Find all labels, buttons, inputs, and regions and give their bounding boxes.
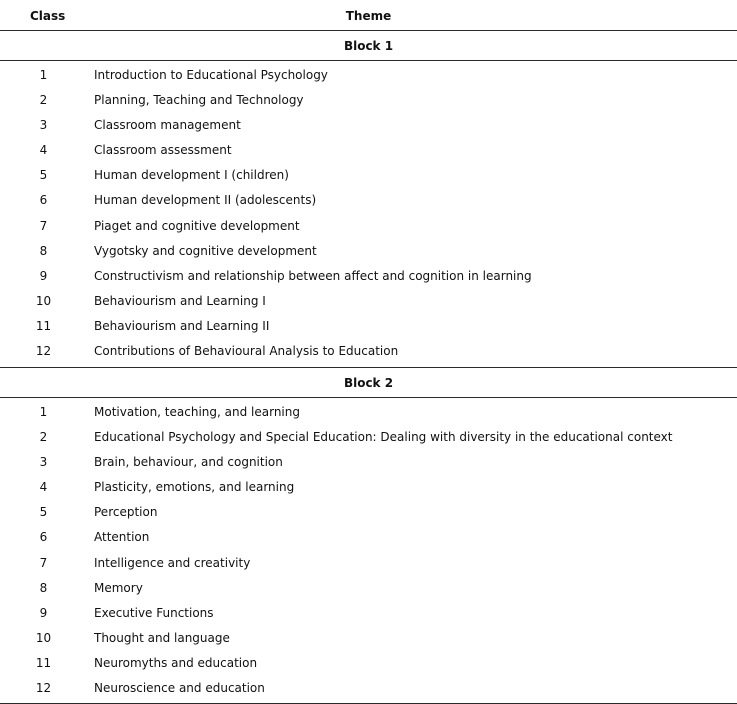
class-number: 9 <box>39 605 48 620</box>
class-theme: Piaget and cognitive development <box>94 218 300 233</box>
class-theme: Educational Psychology and Special Education: Dealing with diversity in the educational context <box>94 430 673 445</box>
class-theme: Human development I (children) <box>94 168 289 183</box>
table-row <box>0 338 737 363</box>
table-row <box>0 650 737 675</box>
class-number: 4 <box>39 480 48 495</box>
class-number: 12 <box>35 681 52 696</box>
class-theme: Memory <box>94 580 143 595</box>
class-number: 1 <box>39 405 48 419</box>
block-2-rows <box>0 398 737 704</box>
class-theme: Attention <box>94 530 150 545</box>
table-row <box>0 87 737 112</box>
class-number: 8 <box>39 243 48 258</box>
block-1-section <box>0 31 737 368</box>
class-number: 7 <box>39 555 48 570</box>
class-theme: Executive Functions <box>94 605 214 620</box>
class-number: 5 <box>39 168 48 183</box>
block-title: Block 2 <box>0 368 737 398</box>
class-number: 2 <box>39 93 48 108</box>
class-number: 3 <box>39 118 48 133</box>
class-number: 9 <box>39 268 48 283</box>
class-theme: Neuroscience and education <box>94 681 265 696</box>
block-2-section <box>0 368 737 704</box>
class-number: 5 <box>39 505 48 520</box>
class-number: 7 <box>39 218 48 233</box>
table-row <box>0 575 737 600</box>
class-number: 11 <box>35 318 52 333</box>
class-number: 2 <box>39 430 48 445</box>
header-class: Class <box>30 9 66 23</box>
table-row <box>0 162 737 187</box>
header-theme: Theme <box>345 9 392 23</box>
table-row <box>0 62 737 87</box>
class-theme: Behaviourism and Learning I <box>94 293 266 308</box>
table-header <box>0 0 737 31</box>
class-theme: Motivation, teaching, and learning <box>94 405 300 419</box>
class-theme: Contributions of Behavioural Analysis to Education <box>94 344 399 359</box>
table-row <box>0 474 737 499</box>
class-theme: Behaviourism and Learning II <box>94 318 270 333</box>
class-number: 6 <box>39 193 48 208</box>
table-row <box>0 675 737 700</box>
class-theme: Thought and language <box>94 630 230 645</box>
block-title: Block 1 <box>0 31 737 61</box>
class-theme: Perception <box>94 505 158 520</box>
class-number: 8 <box>39 580 48 595</box>
class-number: 3 <box>39 455 48 470</box>
class-number: 12 <box>35 344 52 359</box>
class-theme: Classroom assessment <box>94 143 232 158</box>
table-row <box>0 550 737 575</box>
table-row <box>0 213 737 238</box>
block-1-rows <box>0 61 737 368</box>
class-theme: Neuromyths and education <box>94 655 258 670</box>
class-number: 4 <box>39 143 48 158</box>
table-row <box>0 499 737 524</box>
table-row <box>0 263 737 288</box>
table-row <box>0 313 737 338</box>
class-theme: Plasticity, emotions, and learning <box>94 480 295 495</box>
class-number: 10 <box>35 630 52 645</box>
class-theme: Human development II (adolescents) <box>94 193 317 208</box>
class-theme: Vygotsky and cognitive development <box>94 243 317 258</box>
table-row <box>0 524 737 549</box>
table-row <box>0 288 737 313</box>
table-row <box>0 600 737 625</box>
table-row <box>0 187 737 212</box>
class-theme: Classroom management <box>94 118 241 133</box>
class-number: 1 <box>39 68 48 82</box>
table-row <box>0 137 737 162</box>
class-theme: Introduction to Educational Psychology <box>94 68 328 82</box>
table-row <box>0 238 737 263</box>
table-row <box>0 625 737 650</box>
class-number: 11 <box>35 655 52 670</box>
table-row <box>0 112 737 137</box>
class-theme: Brain, behaviour, and cognition <box>94 455 283 470</box>
table-row <box>0 449 737 474</box>
class-theme: Planning, Teaching and Technology <box>94 93 304 108</box>
class-number: 6 <box>39 530 48 545</box>
table-row <box>0 399 737 424</box>
table-row <box>0 424 737 449</box>
class-number: 10 <box>35 293 52 308</box>
class-theme: Constructivism and relationship between affect and cognition in learning <box>94 268 532 283</box>
class-theme: Intelligence and creativity <box>94 555 251 570</box>
